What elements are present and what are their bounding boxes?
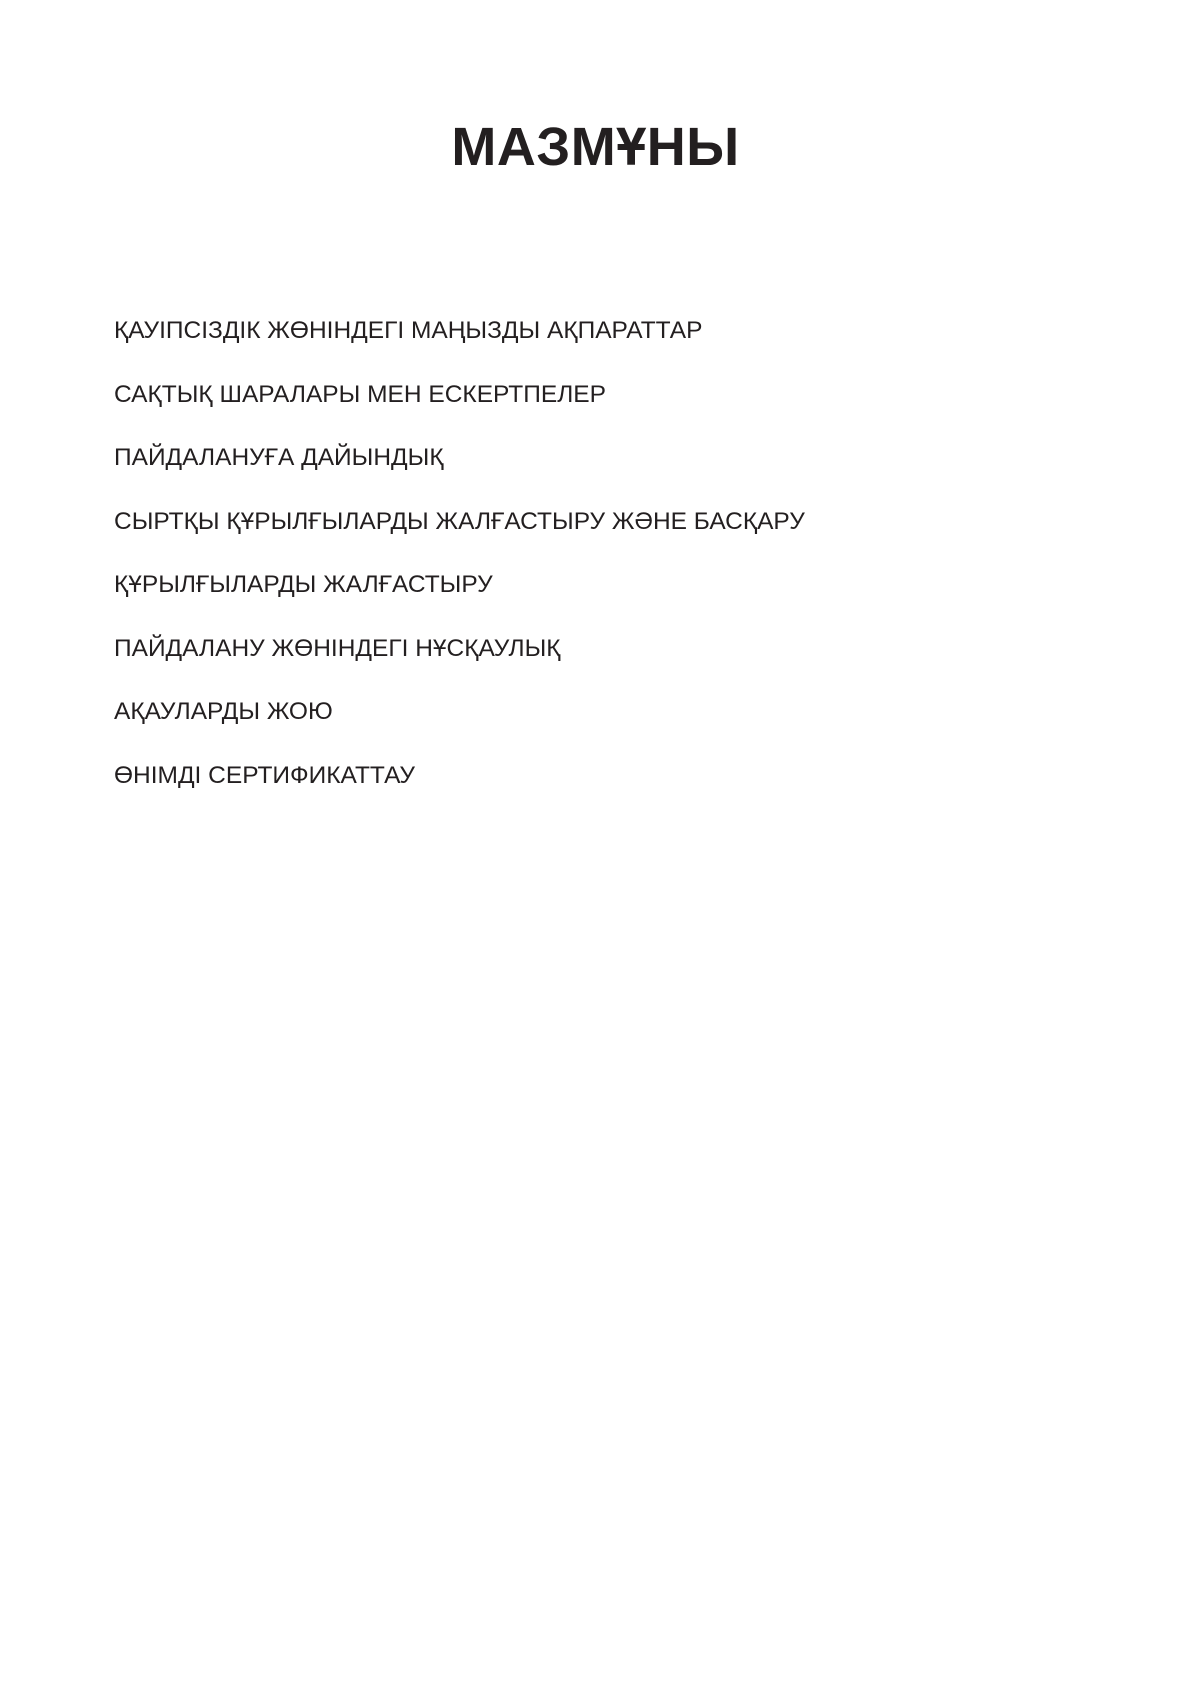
toc-item: ҚҰРЫЛҒЫЛАРДЫ ЖАЛҒАСТЫРУ — [114, 571, 493, 598]
page-title: МАЗМҰНЫ — [451, 117, 740, 177]
toc-item: СЫРТҚЫ ҚҰРЫЛҒЫЛАРДЫ ЖАЛҒАСТЫРУ ЖӘНЕ БАСҚАРУ — [114, 507, 805, 535]
toc-item: ПАЙДАЛАНУ ЖӨНІНДЕГІ НҰСҚАУЛЫҚ — [114, 634, 561, 662]
table-of-contents — [114, 316, 805, 824]
toc-item: АҚАУЛАРДЫ ЖОЮ — [114, 698, 333, 725]
toc-item: САҚТЫҚ ШАРАЛАРЫ МЕН ЕСКЕРТПЕЛЕР — [114, 380, 606, 408]
toc-item: ПАЙДАЛАНУҒА ДАЙЫНДЫҚ — [114, 444, 444, 471]
toc-item: ӨНІМДІ СЕРТИФИКАТТАУ — [114, 761, 415, 789]
toc-item: ҚАУІПСІЗДІК ЖӨНІНДЕГІ МАҢЫЗДЫ АҚПАРАТТАР — [114, 317, 703, 344]
